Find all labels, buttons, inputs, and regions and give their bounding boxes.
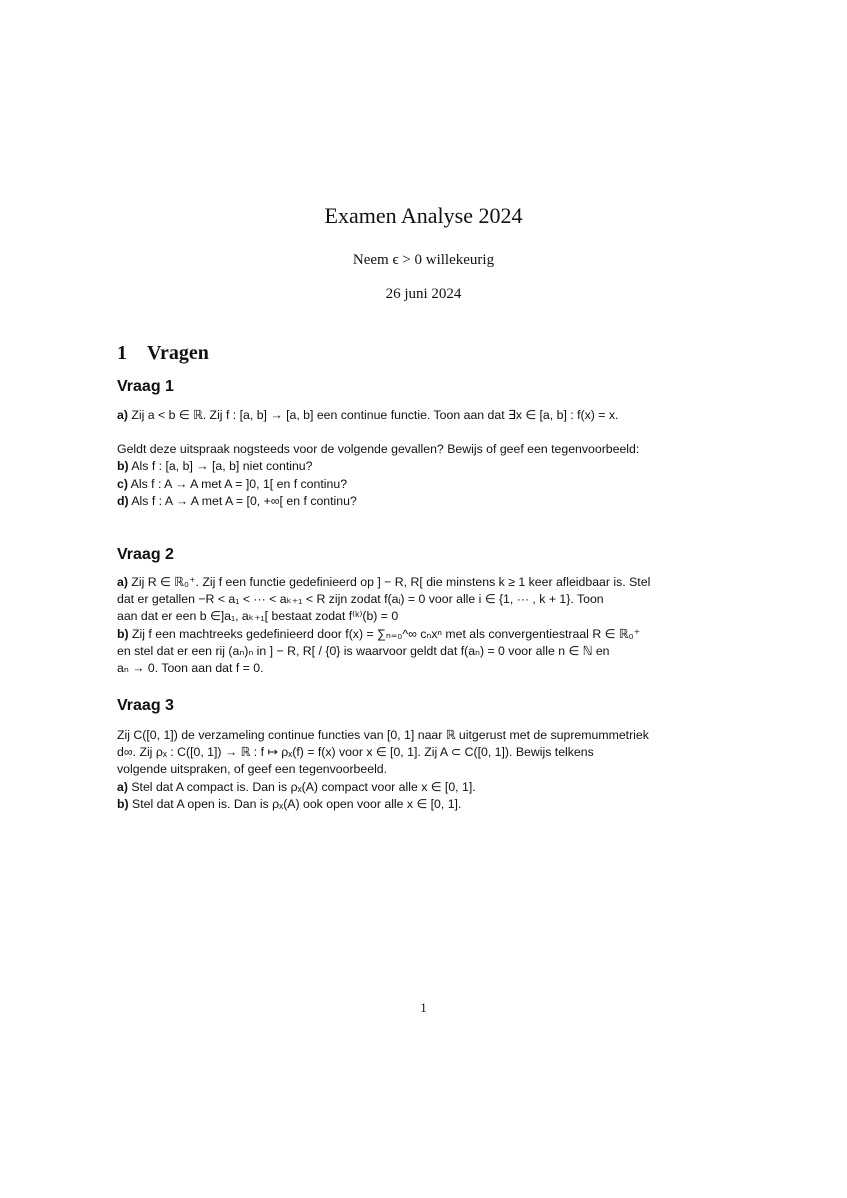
question-3-line-a: a) Stel dat A compact is. Dan is ρₓ(A) compact voor alle x ∈ [0, 1].: [117, 779, 476, 794]
question-2-line-6: aₙ → 0. Toon aan dat f = 0.: [117, 661, 264, 676]
question-1-body: [117, 407, 732, 510]
page-number: 1: [420, 1000, 427, 1015]
question-2-heading: Vraag 2: [117, 546, 174, 563]
section-heading: [117, 342, 209, 365]
question-1-line-a: a) Zij a < b ∈ ℝ. Zij f : [a, b] → [a, b] een continue functie. Toon aan dat ∃x ∈ [a, b] : f(x) = x.: [117, 408, 619, 422]
question-2-line-3: aan dat er een b ∈]a₁, aₖ₊₁[ bestaat zodat f⁽ᵏ⁾(b) = 0: [117, 609, 399, 624]
question-2-line-5: en stel dat er een rij (aₙ)ₙ in ] − R, R[ / {0} is waarvoor geldt dat f(aₙ) = 0 voor alle n ∈ ℕ en: [117, 643, 610, 658]
section-number: 1: [117, 342, 127, 364]
question-2-body: [117, 574, 732, 677]
question-3-body: [117, 727, 732, 813]
question-2-line-2: dat er getallen −R < a₁ < ··· < aₖ₊₁ < R zijn zodat f(aᵢ) = 0 voor alle i ∈ {1, ··· , k + 1}. Toon: [117, 592, 604, 607]
question-2-line-1: a) Zij R ∈ ℝ₀⁺. Zij f een functie gedefinieerd op ] − R, R[ die minstens k ≥ 1 keer afleidbaar is. Stel: [117, 575, 651, 589]
question-3-line-b: b) Stel dat A open is. Dan is ρₓ(A) ook open voor alle x ∈ [0, 1].: [117, 796, 462, 811]
question-2-line-4: b) Zij f een machtreeks gedefinieerd door f(x) = ∑ₙ₌₀^∞ cₙxⁿ met als convergentiestraal R ∈ ℝ₀⁺: [117, 626, 641, 641]
question-1-line-b: b) Als f : [a, b] → [a, b] niet continu?: [117, 459, 313, 474]
question-3-line-1: Zij C([0, 1]) de verzameling continue functies van [0, 1] naar ℝ uitgerust met de supremummetriek: [117, 728, 649, 742]
question-1-line-c: c) Als f : A → A met A = ]0, 1[ en f continu?: [117, 476, 348, 491]
document-title: Examen Analyse 2024: [324, 203, 523, 228]
question-3-heading: Vraag 3: [117, 697, 174, 714]
document-subtitle: Neem ϵ > 0 willekeurig: [352, 252, 495, 268]
section-title: Vragen: [147, 342, 209, 364]
question-1-heading: Vraag 1: [117, 378, 174, 395]
question-3-line-2: d∞. Zij ρₓ : C([0, 1]) → ℝ : f ↦ ρₓ(f) = f(x) voor x ∈ [0, 1]. Zij A ⊂ C([0, 1]). Bewijs telkens: [117, 745, 594, 760]
blank-line: [117, 424, 732, 441]
question-1-line-d: d) Als f : A → A met A = [0, +∞[ en f continu?: [117, 493, 357, 508]
document-date: 26 juni 2024: [385, 286, 462, 302]
question-1-intro: Geldt deze uitspraak nogsteeds voor de volgende gevallen? Bewijs of geef een tegenvoorbeeld:: [117, 442, 640, 457]
question-3-line-3: volgende uitspraken, of geef een tegenvoorbeeld.: [117, 762, 388, 777]
